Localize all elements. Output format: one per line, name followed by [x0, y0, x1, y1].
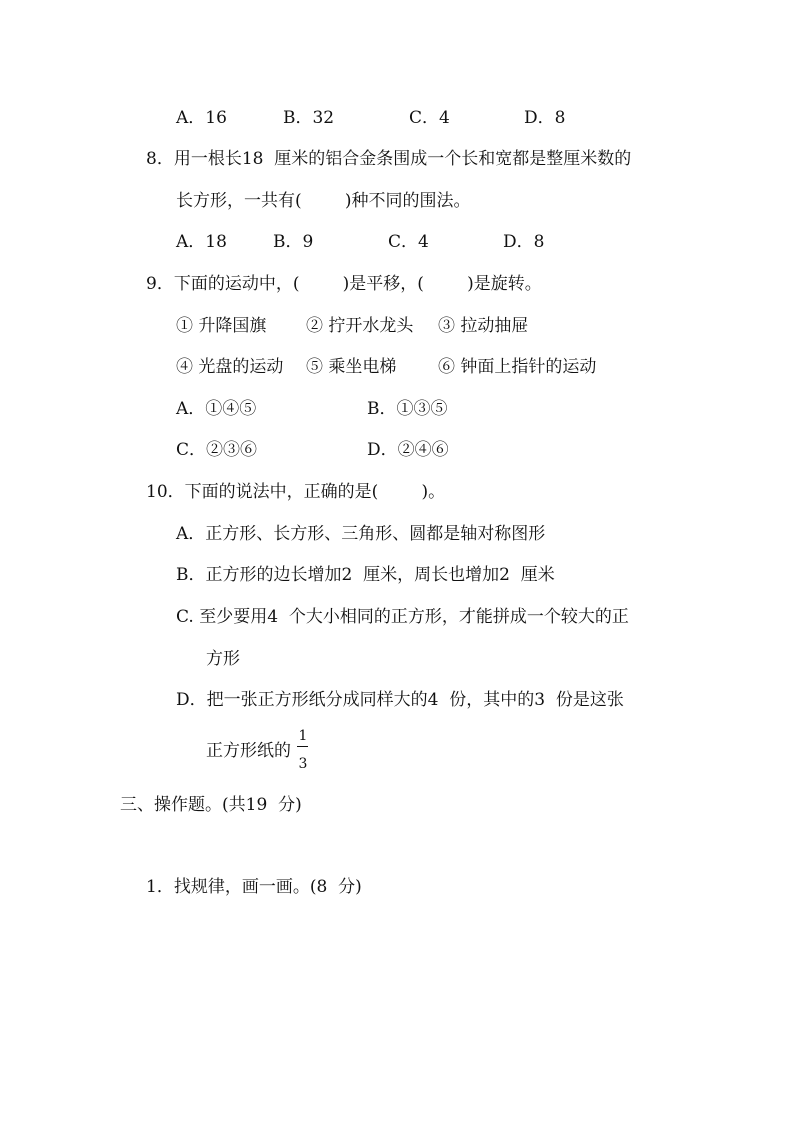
q9-item-4: ④ 光盘的运动	[176, 357, 284, 377]
q8-option-b: B．9	[273, 232, 314, 252]
section-3-title: 三、操作题。(共19 分)	[120, 795, 302, 815]
q8-option-a: A．18	[176, 232, 227, 252]
q9-item-3: ③ 拉动抽屉	[438, 316, 529, 336]
q9-item-5: ⑤ 乘坐电梯	[306, 357, 397, 377]
q8-stem-line2: 长方形，一共有( )种不同的围法。	[176, 191, 471, 211]
q10-option-c-line2: 方形	[206, 649, 240, 669]
q7-option-b: B．32	[283, 108, 335, 128]
q8-option-c: C．4	[388, 232, 429, 252]
q8-option-d: D．8	[503, 232, 545, 252]
q9-item-2: ② 拧开水龙头	[306, 316, 414, 336]
q10-stem: 10．下面的说法中，正确的是( )。	[146, 482, 446, 502]
q9-option-d: D．②④⑥	[367, 440, 449, 460]
q10-option-d-line2: 正方形纸的	[206, 741, 291, 761]
fraction-bar	[297, 746, 308, 747]
fraction-numerator: 1	[298, 728, 308, 744]
q9-stem: 9．下面的运动中，( )是平移，( )是旋转。	[146, 274, 542, 294]
q9-option-c: C．②③⑥	[176, 440, 258, 460]
q10-option-c-line1: C. 至少要用4 个大小相同的正方形，才能拼成一个较大的正	[176, 607, 629, 627]
fraction-denominator: 3	[298, 756, 308, 772]
q7-option-d: D．8	[524, 108, 566, 128]
q9-option-b: B．①③⑤	[367, 399, 448, 419]
q9-item-6: ⑥ 钟面上指针的运动	[438, 357, 597, 377]
q9-option-a: A．①④⑤	[176, 399, 257, 419]
q8-stem-line1: 8．用一根长18 厘米的铝合金条围成一个长和宽都是整厘米数的	[146, 149, 632, 169]
q7-option-a: A．16	[176, 108, 227, 128]
q10-option-b: B．正方形的边长增加2 厘米，周长也增加2 厘米	[176, 565, 555, 585]
q10-option-a: A．正方形、长方形、三角形、圆都是轴对称图形	[176, 524, 546, 544]
q10-option-d-line1: D．把一张正方形纸分成同样大的4 份，其中的3 份是这张	[176, 690, 624, 710]
q7-option-c: C．4	[409, 108, 450, 128]
section-3-question-1: 1．找规律，画一画。(8 分)	[146, 877, 362, 897]
q9-item-1: ① 升降国旗	[176, 316, 267, 336]
